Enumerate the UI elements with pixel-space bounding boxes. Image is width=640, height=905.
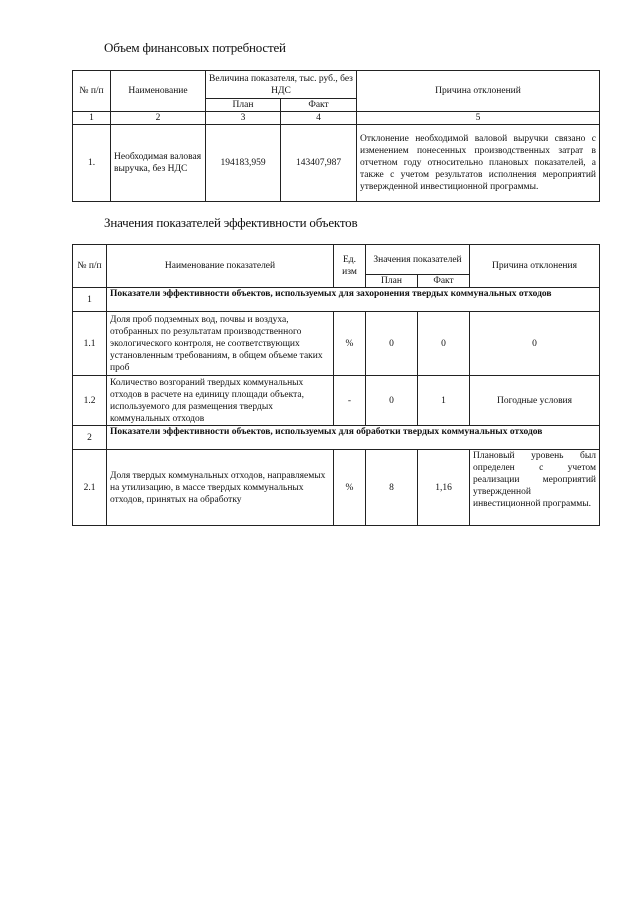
- row-reason: Погодные условия: [470, 376, 600, 426]
- row-plan: 194183,959: [206, 125, 281, 202]
- column-number: 4: [281, 112, 357, 125]
- row-name: Необходимая валовая выручка, без НДС: [111, 125, 206, 202]
- header-plan: План: [206, 99, 281, 112]
- row-name: Количество возгораний твердых коммунальных отходов в расчете на единицу площади объекта, используемого для размещения твердых коммунальных отходов: [107, 376, 334, 426]
- row-name: Доля твердых коммунальных отходов, направляемых на утилизацию, в массе твердых коммунальных отходов, принятых на обработку: [107, 450, 334, 526]
- header-fact: Факт: [281, 99, 357, 112]
- header-values: Значения показателей: [366, 245, 470, 275]
- row-fact: 1,16: [418, 450, 470, 526]
- row-num: 1.2: [73, 376, 107, 426]
- row-unit: -: [334, 376, 366, 426]
- row-num: 2.1: [73, 450, 107, 526]
- row-plan: 8: [366, 450, 418, 526]
- header-fact: Факт: [418, 275, 470, 288]
- efficiency-table: [72, 244, 600, 526]
- row-plan: 0: [366, 312, 418, 376]
- row-name: Доля проб подземных вод, почвы и воздуха, отобранных по результатам производственного экологического контроля, не соответствующих установленным требованиям, в общем объеме таких проб: [107, 312, 334, 376]
- header-num: № п/п: [73, 245, 107, 288]
- row-num: 1.: [73, 125, 111, 202]
- header-unit: Ед. изм: [334, 245, 366, 288]
- row-reason: Плановый уровень был определен с учетом реализации мероприятий утвержденной инвестиционной программы.: [470, 450, 600, 526]
- section-title: Показатели эффективности объектов, используемых для захоронения твердых коммунальных отходов: [107, 288, 600, 312]
- row-fact: 143407,987: [281, 125, 357, 202]
- column-number: 5: [357, 112, 600, 125]
- row-unit: %: [334, 450, 366, 526]
- header-name: Наименование: [111, 71, 206, 112]
- section-num: 2: [73, 426, 107, 450]
- row-reason: Отклонение необходимой валовой выручки связано с изменением понесенных производственных затрат в отчетном году относительно плановых показателей, а также с учетом результатов исполнения мероприятий утвержденной инвестиционной программы.: [357, 125, 600, 202]
- row-num: 1.1: [73, 312, 107, 376]
- column-number: 1: [73, 112, 111, 125]
- header-reason: Причина отклонения: [470, 245, 600, 288]
- column-number: 2: [111, 112, 206, 125]
- header-reason: Причина отклонений: [357, 71, 600, 112]
- row-reason: 0: [470, 312, 600, 376]
- row-plan: 0: [366, 376, 418, 426]
- section-num: 1: [73, 288, 107, 312]
- row-fact: 1: [418, 376, 470, 426]
- row-fact: 0: [418, 312, 470, 376]
- row-unit: %: [334, 312, 366, 376]
- header-num: № п/п: [73, 71, 111, 112]
- financial-needs-title: Объем финансовых потребностей: [104, 40, 286, 55]
- header-value: Величина показателя, тыс. руб., без НДС: [206, 71, 357, 99]
- header-plan: План: [366, 275, 418, 288]
- section-title: Показатели эффективности объектов, используемых для обработки твердых коммунальных отходов: [107, 426, 600, 450]
- efficiency-title: Значения показателей эффективности объектов: [104, 215, 358, 230]
- header-name: Наименование показателей: [107, 245, 334, 288]
- financial-needs-table: [72, 70, 600, 202]
- column-number: 3: [206, 112, 281, 125]
